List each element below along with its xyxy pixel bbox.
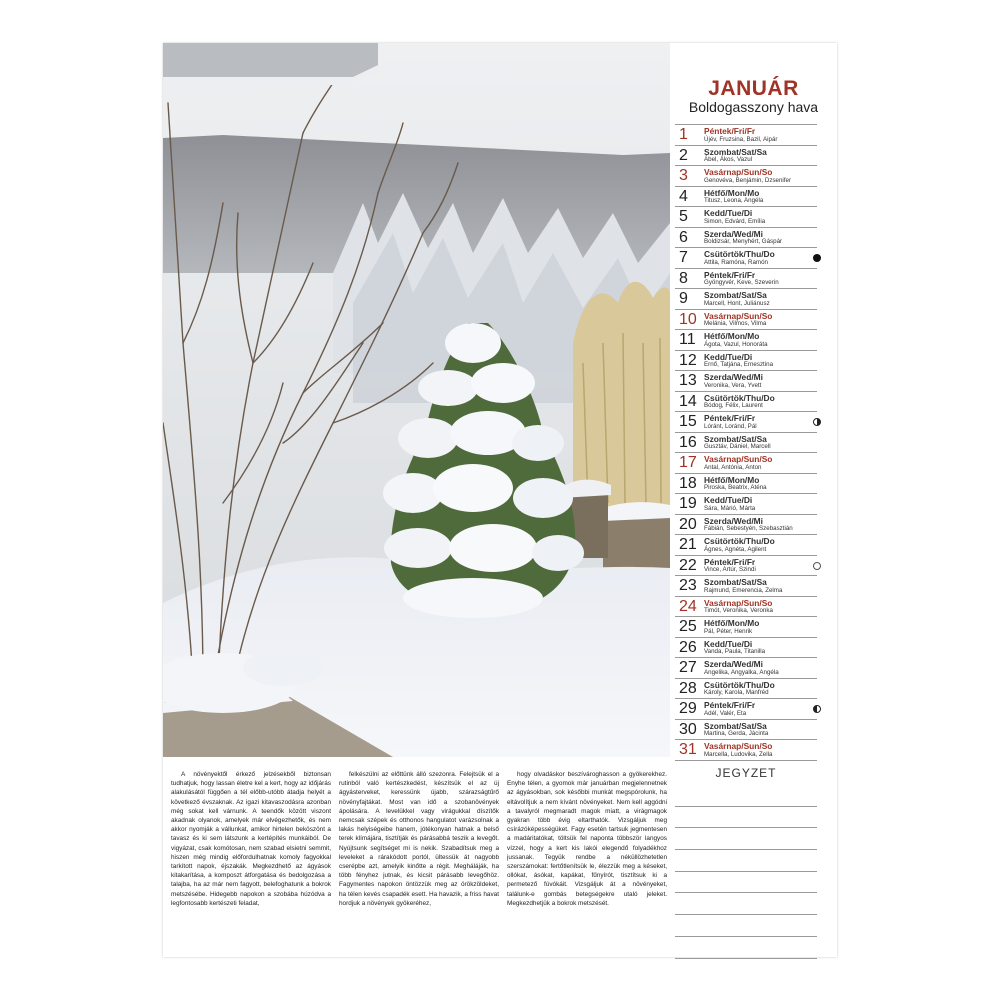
day-number: 23 xyxy=(679,577,697,594)
day-number: 13 xyxy=(679,372,697,389)
day-number: 28 xyxy=(679,679,697,697)
name-days: Simon, Edvárd, Emília xyxy=(704,217,766,225)
day-row xyxy=(675,739,817,760)
day-number: 30 xyxy=(679,720,697,738)
day-number: 22 xyxy=(679,556,697,574)
day-number: 21 xyxy=(679,536,697,553)
day-name: Szombat/Sat/Sa xyxy=(704,577,767,587)
day-name: Péntek/Fri/Fr xyxy=(704,126,756,136)
day-name: Csütörtök/Thu/Do xyxy=(704,536,775,546)
day-name: Kedd/Tue/Di xyxy=(704,495,753,505)
month-header xyxy=(670,43,837,125)
day-row xyxy=(675,534,817,555)
month-title: JANUÁR xyxy=(708,77,799,100)
name-days: Ágnes, Agnéta, Agilent xyxy=(704,545,767,553)
name-days: Attila, Ramóna, Ramón xyxy=(704,258,768,266)
name-days: Ábel, Ákos, Vazul xyxy=(704,156,753,163)
moon-phase-icon xyxy=(813,562,821,570)
day-row xyxy=(675,678,817,699)
name-days: Vanda, Paula, Titanilla xyxy=(704,648,766,655)
name-days: Gusztáv, Dániel, Marcell xyxy=(704,443,771,450)
day-number: 9 xyxy=(679,290,688,307)
day-number: 26 xyxy=(679,638,697,656)
day-name: Vasárnap/Sun/So xyxy=(704,454,773,464)
name-days: Rajmund, Emerencia, Zelma xyxy=(704,586,783,594)
day-number: 31 xyxy=(679,741,697,758)
text-column-3 xyxy=(507,770,667,950)
day-number: 17 xyxy=(679,454,697,471)
day-number: 12 xyxy=(679,351,697,369)
moon-phase-icon xyxy=(813,418,821,426)
day-number: 4 xyxy=(679,187,688,205)
day-number: 1 xyxy=(679,126,688,143)
name-days: Angelika, Angyalka, Angéla xyxy=(704,668,779,676)
day-row xyxy=(675,452,817,473)
day-name: Kedd/Tue/Di xyxy=(704,351,753,362)
moon-phase-icon xyxy=(813,254,821,262)
note-line xyxy=(675,807,817,829)
winter-garden-photo xyxy=(163,43,670,757)
day-list xyxy=(675,124,817,760)
day-name: Péntek/Fri/Fr xyxy=(704,700,756,710)
name-days: Lóránt, Loránd, Pál xyxy=(704,422,757,430)
name-days: Károly, Karola, Manfréd xyxy=(704,689,769,696)
day-name: Vasárnap/Sun/So xyxy=(704,597,773,608)
day-number: 25 xyxy=(679,618,697,635)
day-row xyxy=(675,698,817,719)
day-name: Vasárnap/Sun/So xyxy=(704,310,773,321)
day-row xyxy=(675,616,817,637)
day-row xyxy=(675,268,817,289)
paragraph: hogy olvadáskor beszívároghasson a gyökerekhez. Enyhe télen, a gyomok már januárban megjelennetnek az ágyásokban, sok későbbi munkát megspórolunk, ha eltávolítjuk a nem kívánt növényeket. Nem kell aggódni a tavalyról megmaradt magok miatt, a virágmagok gyakran több évig eltarthatók. Vizsgáljuk meg csírázóképességüket. Fagy esetén tartsuk jegmentesen a madáritatókat, töltsük fel naponta többször langyos vízzel, hogy a kert kis lakói elegendő folyadékhoz jussanak. Tegyük rendbe a néküllözhetetlen szerszámokat: fertőtlenítsük le, élezzük meg a késeket, ollókat, ásókat, kapákat, fűnyírót, tisztítsuk ki a permetező fúvókáit. Vizsgáljuk át a növényeket, találunk-e gombás betegségekre utaló jeleket. Megkezdhetjük a bokrok metszését. xyxy=(507,771,667,907)
day-name: Szerda/Wed/Mi xyxy=(704,372,763,382)
name-days: Újév, Fruzsina, Bazil, Aipár xyxy=(704,135,778,143)
note-line xyxy=(675,785,817,807)
day-row xyxy=(675,657,817,678)
day-number: 16 xyxy=(679,433,697,451)
day-name: Péntek/Fri/Fr xyxy=(704,413,756,423)
day-number: 18 xyxy=(679,474,697,492)
note-line xyxy=(675,872,817,894)
name-days: Boldizsár, Menyhért, Gáspár xyxy=(704,238,783,245)
paragraph: felkészülni az előttünk álló szezonra. Felejtsük el a rutinból való kertészkedést, készítsük el az új ágyásterveket, keressünk újabb, szárazságtűrő növényfajtákat. Most van idő a szobanövények ápolására. A levelükkel vagy virágukkal díszítők nemcsak szépek és otthonos hangulatot varázsolnak a lakás helyiségeibe hanem, jótékonyan hatnak a belső terek klímájára, tisztítják és párásabbá teszik a levegőt. Nyújtsunk segítséget mi is nekik. Szabadítsuk meg a leveleket a rárakódott portól, ültessük át nagyobb cserépbe azt, amelyik kinőtte a régit. Megháláják, ha több fényhez jutnak, és kicsit párásabb levegőhöz. Fagymentes napokon öntözzük meg az örökzöldeket, ha télen kevés csapadék esett. Ha havazik, a friss havat hordjuk a növények gyökeréhez, xyxy=(339,771,499,907)
day-row xyxy=(675,186,817,207)
day-row xyxy=(675,145,817,166)
day-number: 3 xyxy=(679,167,688,184)
day-number: 27 xyxy=(679,659,697,676)
article-text xyxy=(171,770,667,950)
day-row xyxy=(675,206,817,227)
name-days: Martina, Gerda, Jácinta xyxy=(704,730,769,737)
day-row xyxy=(675,247,817,268)
day-number: 6 xyxy=(679,228,688,246)
note-line xyxy=(675,850,817,872)
name-days: Timót, Veronika, Veronka xyxy=(704,607,773,614)
name-days: Adél, Valér, Eta xyxy=(704,709,747,717)
notes-title: JEGYZET xyxy=(675,760,817,780)
day-row xyxy=(675,473,817,494)
month-subtitle: Boldogasszony hava xyxy=(688,99,819,115)
day-number: 29 xyxy=(679,700,697,717)
name-days: Veronika, Vera, Yvett xyxy=(704,381,762,389)
day-name: Hétfő/Mon/Mo xyxy=(704,618,760,628)
day-row xyxy=(675,432,817,453)
day-number: 11 xyxy=(679,331,696,348)
text-column-1 xyxy=(171,770,331,950)
day-name: Kedd/Tue/Di xyxy=(704,208,753,218)
day-name: Hétfő/Mon/Mo xyxy=(704,474,760,485)
day-name: Szombat/Sat/Sa xyxy=(704,433,767,444)
day-name: Szerda/Wed/Mi xyxy=(704,659,763,669)
day-name: Szerda/Wed/Mi xyxy=(704,228,763,239)
day-row xyxy=(675,227,817,248)
day-row xyxy=(675,575,817,596)
name-days: Ernő, Tatjána, Ernesztina xyxy=(704,361,774,368)
day-number: 15 xyxy=(679,413,697,430)
day-name: Péntek/Fri/Fr xyxy=(704,269,756,280)
name-days: Vince, Artúr, Szindi xyxy=(704,566,756,573)
day-number: 19 xyxy=(679,495,697,512)
day-name: Vasárnap/Sun/So xyxy=(704,741,773,751)
day-name: Szerda/Wed/Mi xyxy=(704,515,763,526)
day-name: Csütörtök/Thu/Do xyxy=(704,679,775,690)
name-days: Ágota, Vazul, Honoráta xyxy=(704,340,768,348)
name-days: Bódog, Félix, Laurent xyxy=(704,402,763,409)
name-days: Marcella, Ludovika, Zella xyxy=(704,750,773,758)
day-row xyxy=(675,514,817,535)
day-row xyxy=(675,329,817,350)
name-days: Antal, Antónia, Anton xyxy=(704,463,762,471)
day-name: Szombat/Sat/Sa xyxy=(704,290,767,300)
name-days: Fábián, Sebestyén, Szebasztián xyxy=(704,525,793,532)
day-row xyxy=(675,493,817,514)
day-name: Péntek/Fri/Fr xyxy=(704,556,756,567)
note-line xyxy=(675,937,817,959)
name-days: Titusz, Leona, Angéla xyxy=(704,197,764,204)
name-days: Melánia, Vilmos, Vilma xyxy=(704,320,767,327)
note-line xyxy=(675,915,817,937)
day-row xyxy=(675,596,817,617)
name-days: Piroska, Beatrix, Aténa xyxy=(704,484,767,491)
day-row xyxy=(675,370,817,391)
day-number: 2 xyxy=(679,146,688,164)
day-number: 5 xyxy=(679,208,688,225)
paragraph: A növényektől érkező jelzésekből biztonsan tudhatjuk, hogy lassan életre kel a kert, hogy az időjárás alakulásától függően a tél előbb-utóbb átadja helyét a következő évszaknak. Az igazi kitavaszodásra azonban még sokat kell várnunk. A teendők között viszont akadnak olyanok, amelyek már elvégezhetők, és nem akkor nyomják a vállunkat, amikor hirtelen beköszönt a tavasz és ki sem látszunk a kertépítés munkáiból. De vigyázat, csak komótosan, nem szabad elsietni semmit, hiszen még mindig előfordulhatnak komoly fagyokkal tarkított napok, éjszakák. Megkezdhető az ágyások kitakarítása, a komposzt átforgatása és bedolgozása a talajba, ha az már nem fagyott, belefoghatunk a bokrok metszésébe. Hidegebb napokon a szobába húzódva a legfontosabb kertészeti feladat, xyxy=(171,771,331,907)
note-line xyxy=(675,828,817,850)
day-name: Kedd/Tue/Di xyxy=(704,638,753,649)
text-column-2 xyxy=(339,770,499,950)
day-number: 20 xyxy=(679,515,697,533)
note-lines xyxy=(675,785,817,959)
day-row xyxy=(675,719,817,740)
name-days: Genovéva, Benjámin, Dzsenifer xyxy=(704,176,792,184)
name-days: Pál, Péter, Henrik xyxy=(704,627,753,635)
day-row xyxy=(675,309,817,330)
name-days: Marcell, Hont, Juliánusz xyxy=(704,299,770,307)
day-row xyxy=(675,124,817,145)
day-name: Csütörtök/Thu/Do xyxy=(704,249,775,259)
day-number: 7 xyxy=(679,249,688,266)
day-row xyxy=(675,391,817,412)
day-number: 8 xyxy=(679,269,688,287)
day-row xyxy=(675,411,817,432)
note-line xyxy=(675,893,817,915)
day-row xyxy=(675,288,817,309)
day-row xyxy=(675,555,817,576)
day-row xyxy=(675,350,817,371)
day-name: Vasárnap/Sun/So xyxy=(704,167,773,177)
day-number: 14 xyxy=(679,392,697,410)
name-days: Sára, Márió, Márta xyxy=(704,504,756,512)
day-name: Csütörtök/Thu/Do xyxy=(704,392,775,403)
day-row xyxy=(675,637,817,658)
day-name: Hétfő/Mon/Mo xyxy=(704,331,760,341)
day-name: Szombat/Sat/Sa xyxy=(704,720,767,731)
day-name: Hétfő/Mon/Mo xyxy=(704,187,760,198)
calendar-page xyxy=(163,43,837,957)
name-days: Gyöngyvér, Keve, Szeverin xyxy=(704,279,779,286)
moon-phase-icon xyxy=(813,705,821,713)
day-name: Szombat/Sat/Sa xyxy=(704,146,767,157)
day-number: 24 xyxy=(679,597,697,615)
day-row xyxy=(675,165,817,186)
day-number: 10 xyxy=(679,310,697,328)
